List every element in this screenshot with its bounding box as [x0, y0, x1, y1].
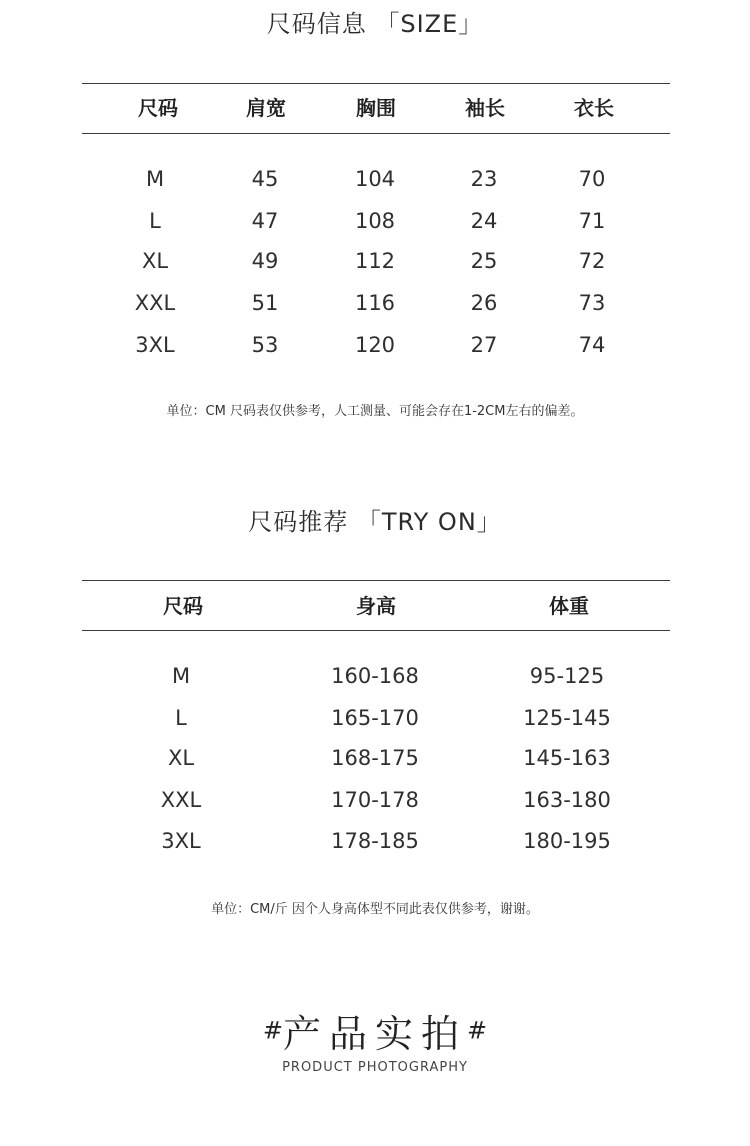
- size-table-title: 尺码信息 「SIZE」: [266, 10, 484, 38]
- length-cell: 70: [578, 167, 606, 191]
- chest-cell: 116: [354, 291, 396, 315]
- weight-cell: 145-163: [523, 746, 611, 770]
- sleeve-cell: 23: [470, 167, 498, 191]
- shoulder-cell: 45: [251, 167, 279, 191]
- sleeve-cell: 25: [470, 249, 498, 273]
- size-header-shoulder: 肩宽: [246, 96, 286, 120]
- height-cell: 170-178: [331, 788, 419, 812]
- sleeve-cell: 27: [470, 333, 498, 357]
- size-cell: XL: [167, 746, 195, 770]
- product-photo-title: 产品实拍: [282, 1012, 467, 1056]
- size-header-length: 衣长: [574, 96, 614, 120]
- tryon-header-size: 尺码: [163, 594, 203, 618]
- tryon-table-note: 单位：CM/斤 因个人身高体型不同此表仅供参考，谢谢。: [211, 902, 539, 917]
- tryon-table-top-rule: [82, 580, 670, 581]
- sleeve-cell: 26: [470, 291, 498, 315]
- product-photo-subtitle: PRODUCT PHOTOGRAPHY: [282, 1060, 468, 1075]
- weight-cell: 163-180: [523, 788, 611, 812]
- size-cell: 3XL: [161, 829, 201, 853]
- size-header-sleeve: 袖长: [465, 96, 505, 120]
- length-cell: 72: [578, 249, 606, 273]
- size-cell: M: [145, 167, 165, 191]
- size-cell: L: [149, 209, 161, 233]
- weight-cell: 95-125: [529, 664, 605, 688]
- size-cell: M: [171, 664, 191, 688]
- chest-cell: 108: [354, 209, 396, 233]
- size-table-top-rule: [82, 83, 670, 84]
- size-cell: L: [175, 706, 187, 730]
- sleeve-cell: 24: [470, 209, 498, 233]
- size-cell: 3XL: [135, 333, 175, 357]
- length-cell: 71: [578, 209, 606, 233]
- height-cell: 160-168: [331, 664, 419, 688]
- size-table-note: 单位：CM 尺码表仅供参考，人工测量、可能会存在1-2CM左右的偏差。: [166, 404, 584, 419]
- height-cell: 168-175: [331, 746, 419, 770]
- tryon-table-title: 尺码推荐 「TRY ON」: [248, 508, 502, 536]
- weight-cell: 180-195: [523, 829, 611, 853]
- tryon-header-height: 身高: [356, 594, 396, 618]
- weight-cell: 125-145: [523, 706, 611, 730]
- shoulder-cell: 49: [251, 249, 279, 273]
- size-cell: XL: [141, 249, 169, 273]
- size-cell: XXL: [160, 788, 202, 812]
- size-table-header-rule: [82, 133, 670, 134]
- height-cell: 178-185: [331, 829, 419, 853]
- product-photo-heading: [0, 1003, 750, 1058]
- hash-symbol-left: #: [262, 1016, 283, 1045]
- chest-cell: 112: [354, 249, 396, 273]
- chest-cell: 104: [354, 167, 396, 191]
- shoulder-cell: 51: [251, 291, 279, 315]
- shoulder-cell: 47: [251, 209, 279, 233]
- tryon-table-header-rule: [82, 630, 670, 631]
- tryon-header-weight: 体重: [549, 594, 589, 618]
- size-header-chest: 胸围: [356, 96, 396, 120]
- hash-symbol-right: #: [467, 1016, 488, 1045]
- length-cell: 74: [578, 333, 606, 357]
- length-cell: 73: [578, 291, 606, 315]
- height-cell: 165-170: [331, 706, 419, 730]
- size-cell: XXL: [134, 291, 176, 315]
- size-header-size: 尺码: [138, 96, 178, 120]
- chest-cell: 120: [354, 333, 396, 357]
- shoulder-cell: 53: [251, 333, 279, 357]
